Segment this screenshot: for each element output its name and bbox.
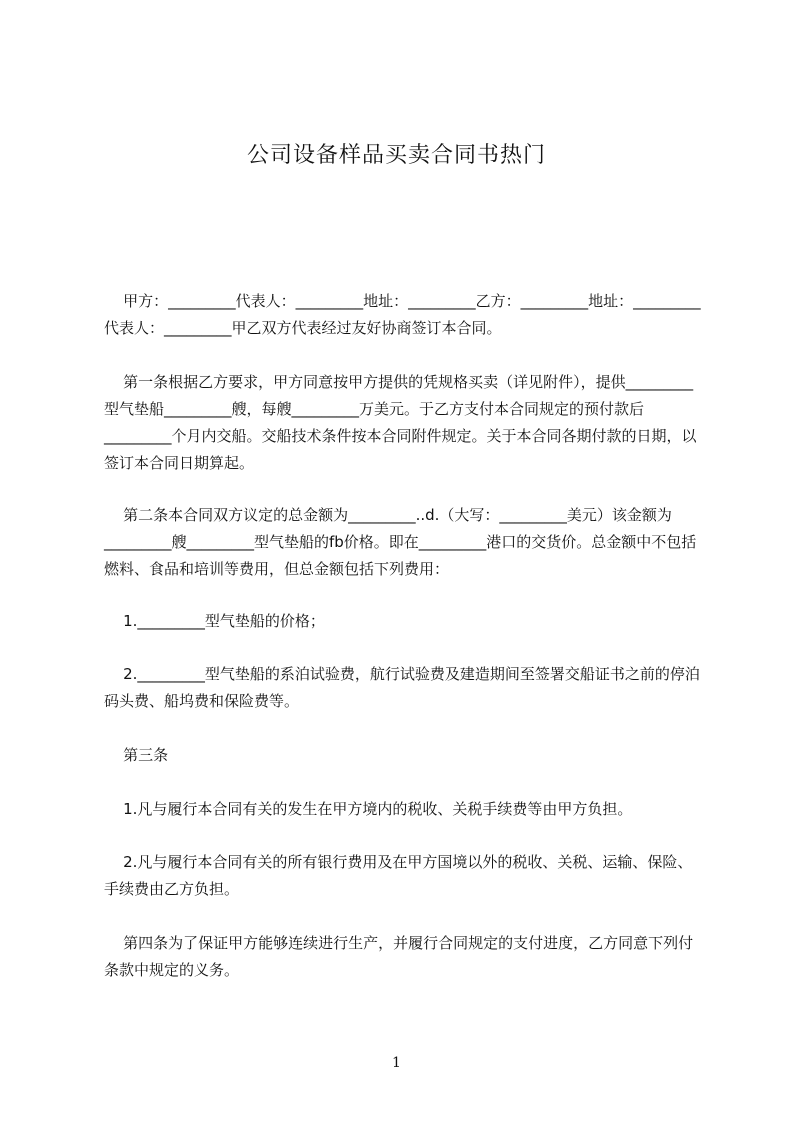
document-title: 公司设备样品买卖合同书热门	[246, 143, 546, 168]
article-2-paragraph: 第二条本合同双方议定的总金额为_________..d.（大写：_________美元）该金额为_________艘_________型气垫船的fb价格。即在_________港口的交货价。总金额中不包括燃料、食品和培训等费用，但总金额包括下列费用：	[104, 506, 697, 578]
article-3-heading: 第三条	[104, 746, 169, 764]
article-2-item-1: 1._________型气垫船的价格；	[104, 612, 325, 630]
article-2-item-2: 2._________型气垫船的系泊试验费，航行试验费及建造期间至签署交船证书之前的停泊码头费、船坞费和保险费等。	[104, 665, 700, 710]
article-3-item-1: 1.凡与履行本合同有关的发生在甲方境内的税收、关税手续费等由甲方负担。	[104, 800, 633, 818]
article-1-paragraph: 第一条根据乙方要求，甲方同意按甲方提供的凭规格买卖（详见附件），提供_________型气垫船_________艘，每艘_________万美元。于乙方支付本合同规定的预付款后_________个月内交船。交船技术条件按本合同附件规定。关于本合同各期付款的日期，以签订本合同日期算起。	[104, 373, 697, 472]
article-3-item-2: 2.凡与履行本合同有关的所有银行费用及在甲方国境以外的税收、关税、运输、保险、手续费由乙方负担。	[104, 853, 693, 898]
page-number: 1	[392, 1055, 401, 1071]
parties-paragraph: 甲方：_________代表人：_________地址：_________乙方：_________地址：_________代表人：_________甲乙双方代表经过友好协商签订本合同。	[104, 292, 701, 337]
article-4-paragraph: 第四条为了保证甲方能够连续进行生产，并履行合同规定的支付进度，乙方同意下列付条款中规定的义务。	[104, 934, 694, 979]
